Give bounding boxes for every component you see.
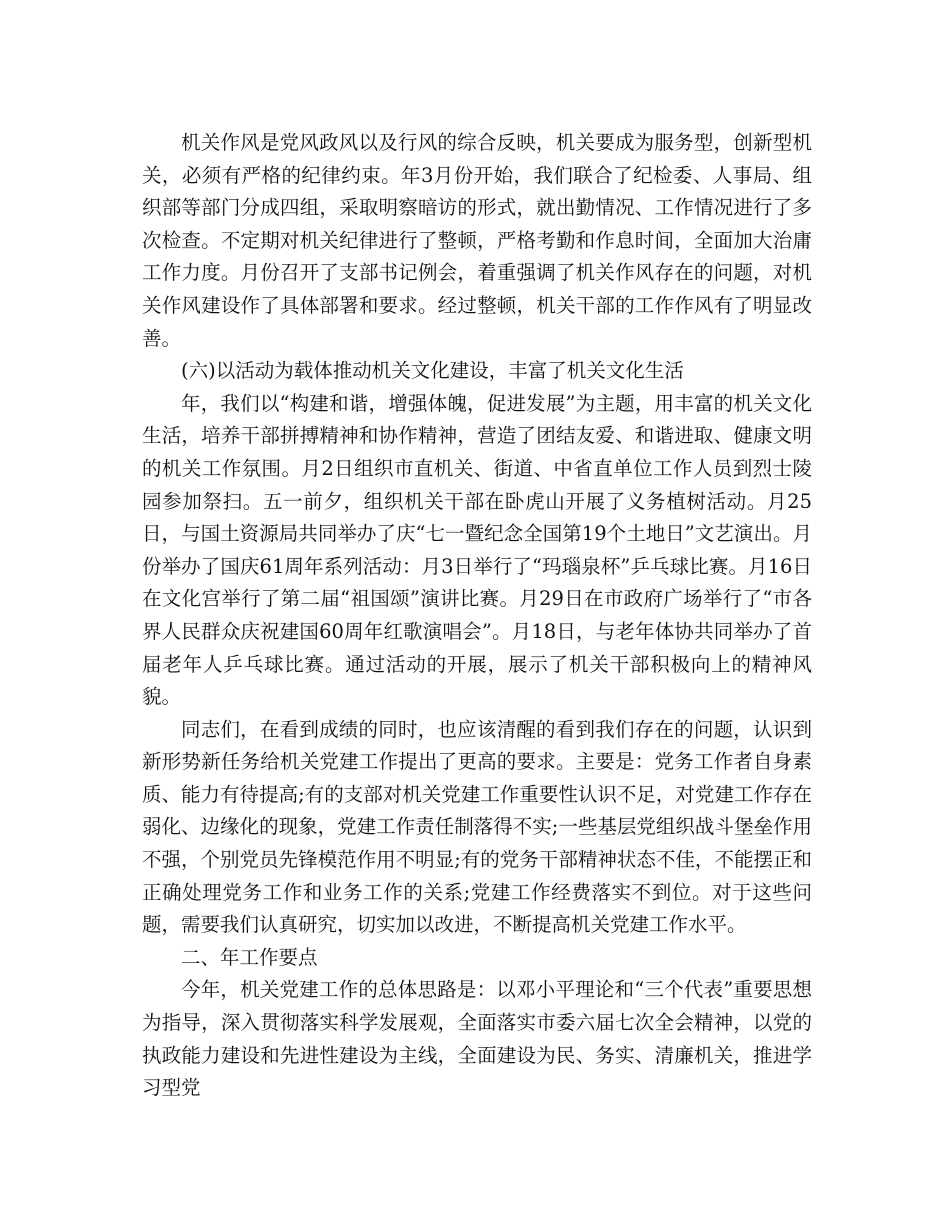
document-body xyxy=(142,127,812,1105)
paragraph-problems: 同志们，在看到成绩的同时，也应该清醒的看到我们存在的问题，认识到新形势新任务给机关党建工作提出了更高的要求。主要是：党务工作者自身素质、能力有待提高;有的支部对机关党建工作重要性认识不足，对党建工作存在弱化、边缘化的现象，党建工作责任制落得不实;一些基层党组织战斗堡垒作用不强，个别党员先锋模范作用不明显;有的党务干部精神状态不佳，不能摆正和正确处理党务工作和业务工作的关系;党建工作经费落实不到位。对于这些问题，需要我们认真研究，切实加以改进，不断提高机关党建工作水平。 xyxy=(142,717,812,937)
section-heading-work-points: 二、年工作要点 xyxy=(181,945,318,969)
paragraph-overall-approach: 今年，机关党建工作的总体思路是：以邓小平理论和“三个代表”重要思想为指导，深入贯彻落实科学发展观，全面落实市委六届七次全会精神，以党的执政能力建设和先进性建设为主线，全面建设为民、务实、清廉机关，推进学习型党 xyxy=(142,978,812,1100)
paragraph-work-style: 机关作风是党风政风以及行风的综合反映，机关要成为服务型，创新型机关，必须有严格的纪律约束。年3月份开始，我们联合了纪检委、人事局、组织部等部门分成四组，采取明察暗访的形式，就出勤情况、工作情况进行了多次检查。不定期对机关纪律进行了整顿，严格考勤和作息时间，全面加大治庸工作力度。月份召开了支部书记例会，着重强调了机关作风存在的问题，对机关作风建设作了具体部署和要求。经过整顿，机关干部的工作作风有了明显改善。 xyxy=(142,131,812,350)
paragraph-culture-activities: 年，我们以“构建和谐，增强体魄，促进发展”为主题，用丰富的机关文化生活，培养干部拼搏精神和协作精神，营造了团结友爱、和谐进取、健康文明的机关工作氛围。月2日组织市直机关、街道、中省直单位工作人员到烈士陵园参加祭扫。五一前夕，组织机关干部在卧虎山开展了义务植树活动。月25日，与国土资源局共同举办了庆“七一暨纪念全国第19个土地日”文艺演出。月份举办了国庆61周年系列活动：月3日举行了“玛瑙泉杯”乒乓球比赛。月16日在文化宫举行了第二届“祖国颂”演讲比赛。月29日在市政府广场举行了“市各界人民群众庆祝建国60周年红歌演唱会”。月18日，与老年体协共同举办了首届老年人乒乓球比赛。通过活动的开展，展示了机关干部积极向上的精神风貌。 xyxy=(142,391,812,709)
section-heading-culture: (六)以活动为载体推动机关文化建设，丰富了机关文化生活 xyxy=(181,359,684,383)
